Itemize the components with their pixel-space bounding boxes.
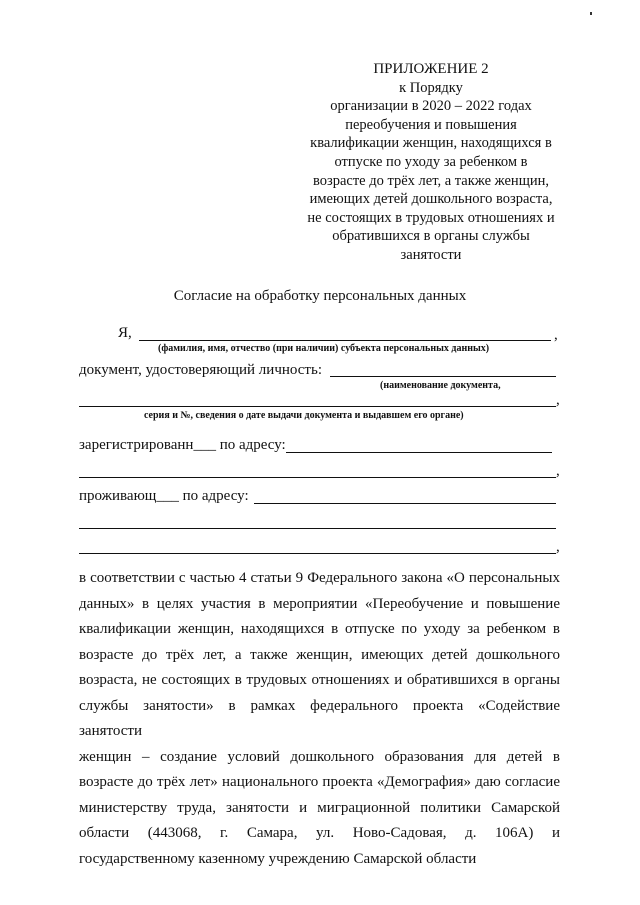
appendix-line: занятости	[400, 246, 462, 263]
full-name-field[interactable]	[139, 340, 551, 341]
appendix-line: не состоящих в трудовых отношениях и	[307, 209, 555, 226]
body-line: женщин – создание условий дошкольного образования для детей в	[79, 748, 560, 765]
appendix-title: ПРИЛОЖЕНИЕ 2	[373, 61, 489, 77]
appendix-line: квалификации женщин, находящихся в	[310, 135, 552, 152]
appendix-line: имеющих детей дошкольного возраста,	[309, 191, 553, 208]
appendix-line: переобучения и повышения	[345, 116, 517, 133]
body-line: возрасте до трёх лет» национального проекта «Демография» даю согласие	[79, 774, 560, 790]
body-line: министерству труда, занятости и миграционной политики Самарской	[79, 799, 560, 816]
consent-heading: Согласие на обработку персональных данных	[173, 288, 467, 304]
document-field[interactable]	[330, 376, 556, 377]
body-line: области (443068, г. Самара, ул. Ново-Садовая, д. 106А) и	[79, 825, 560, 841]
document-caption-2: серия и №, сведения о дате выдачи документа и выдавшем его органе)	[144, 410, 464, 421]
appendix-line: организации в 2020 – 2022 годах	[330, 98, 532, 115]
residing-address-field[interactable]	[254, 503, 556, 504]
consent-body	[79, 566, 560, 872]
body-line: квалификации женщин, находящихся в отпуске по уходу за ребенком в	[79, 621, 560, 637]
appendix-block	[290, 60, 572, 265]
document-details-field[interactable]	[79, 406, 556, 407]
appendix-line: обратившихся в органы службы	[332, 228, 530, 245]
document-caption-1: (наименование документа,	[380, 380, 501, 391]
scan-mark	[590, 12, 592, 15]
body-line: возрасте до трёх лет, а также женщин, имеющих детей дошкольного	[79, 646, 560, 663]
comma: ,	[556, 463, 560, 479]
body-line: в соответствии с частью 4 статьи 9 Федерального закона «О персональных	[79, 570, 560, 586]
document-label: документ, удостоверяющий личность:	[79, 362, 322, 378]
full-name-caption: (фамилия, имя, отчество (при наличии) субъекта персональных данных)	[158, 343, 490, 354]
appendix-line: к Порядку	[399, 79, 463, 96]
body-line: данных» в целях участия в мероприятии «Переобучение и повышение	[79, 595, 560, 612]
comma: ,	[556, 539, 560, 555]
comma: ,	[554, 327, 558, 343]
body-line: службы занятости» в рамках федерального проекта «Содействие занятости	[79, 697, 560, 739]
appendix-line: отпуске по уходу за ребенком в	[334, 153, 528, 170]
residing-address-field-2[interactable]	[79, 528, 556, 529]
residing-address-field-3[interactable]	[79, 553, 556, 554]
appendix-line: возрасте до трёх лет, а также женщин,	[312, 172, 549, 189]
body-line: возраста, не состоящих в трудовых отношениях и обратившихся в органы	[79, 672, 560, 688]
registered-address-field-2[interactable]	[79, 477, 556, 478]
registered-label: зарегистрированн___ по адресу:	[79, 437, 286, 453]
ya-label: Я,	[118, 325, 132, 341]
residing-label: проживающ___ по адресу:	[79, 488, 249, 504]
comma: ,	[556, 392, 560, 408]
registered-address-field[interactable]	[286, 452, 552, 453]
body-line: государственному казенному учреждению Самарской области	[79, 850, 477, 867]
